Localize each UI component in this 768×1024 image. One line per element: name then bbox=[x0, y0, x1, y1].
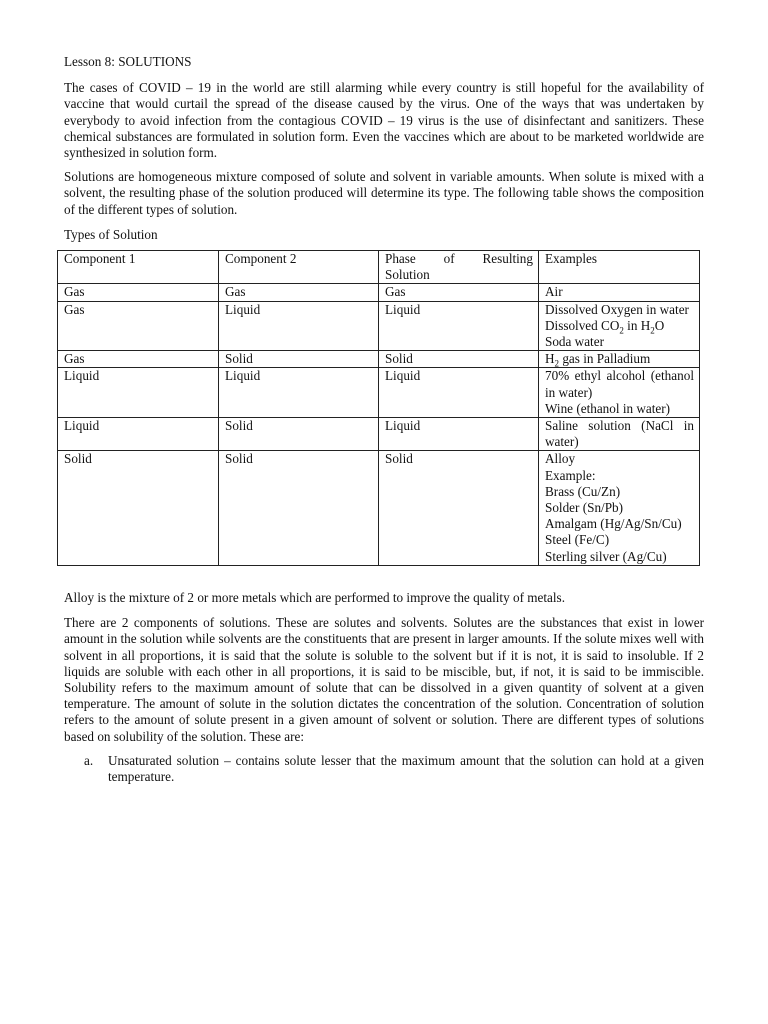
example-line: Saline solution (NaCl in water) bbox=[545, 418, 694, 450]
example-line: Sterling silver (Ag/Cu) bbox=[545, 548, 667, 564]
table-body bbox=[58, 284, 700, 565]
examples-cell bbox=[539, 368, 700, 418]
examples-cell bbox=[539, 351, 700, 368]
component-2-cell: Gas bbox=[219, 284, 379, 301]
lesson-title: Lesson 8: SOLUTIONS bbox=[64, 54, 192, 69]
example-line: $H_2$ gas in Palladium bbox=[545, 351, 651, 369]
example-line: Wine (ethanol in water) bbox=[545, 400, 671, 416]
intro-paragraph-solutions: Solutions are homogeneous mixture composed of solute and solvent in variable amounts. When solute is mixed with a solvent, the resulting phase of the solution produced will determine its type. The following table shows the composition of the different types of solution. bbox=[64, 169, 704, 217]
component-2-cell: Solid bbox=[219, 418, 379, 451]
component-1-cell: Gas bbox=[58, 351, 219, 368]
component-1-cell: Gas bbox=[58, 301, 219, 351]
intro-paragraph-covid: The cases of COVID – 19 in the world are still alarming while every country is still hopeful for the availability of vaccine that would curtail the spread of the disease caused by the virus. One of the ways that was undertaken by everybody to avoid infection from the contagious COVID – 19 virus is the use of disinfectant and sanitizers. These chemical substances are formulated in solution form. Even the vaccines which are about to be marketed worldwide are synthesized in solution form. bbox=[64, 80, 704, 161]
header-phase-line-2: Solution bbox=[385, 267, 430, 283]
header-phase bbox=[379, 251, 539, 284]
component-2-cell: Liquid bbox=[219, 301, 379, 351]
table-row bbox=[58, 284, 700, 301]
examples-cell bbox=[539, 284, 700, 301]
list-item-text: Unsaturated solution – contains solute lesser that the maximum amount that the solution can hold at a given temperature. bbox=[108, 752, 704, 784]
header-component-2: Component 2 bbox=[219, 251, 379, 284]
example-line: Dissolved Oxygen in water bbox=[545, 301, 689, 317]
table-caption: Types of Solution bbox=[64, 226, 158, 242]
example-line: 70% ethyl alcohol (ethanol in water) bbox=[545, 368, 694, 400]
table-row bbox=[58, 418, 700, 451]
example-line: Air bbox=[545, 284, 563, 300]
example-line: Amalgam (Hg/Ag/Sn/Cu) bbox=[545, 516, 682, 532]
solution-types-table bbox=[57, 250, 700, 566]
phase-cell: Liquid bbox=[379, 301, 539, 351]
table-row bbox=[58, 351, 700, 368]
list-item bbox=[64, 753, 704, 785]
alloy-note: Alloy is the mixture of 2 or more metals which are performed to improve the quality of metals. bbox=[64, 589, 565, 605]
table-row bbox=[58, 451, 700, 565]
phase-cell: Liquid bbox=[379, 418, 539, 451]
solubility-list bbox=[64, 753, 704, 785]
table-row bbox=[58, 301, 700, 351]
examples-cell bbox=[539, 451, 700, 565]
component-1-cell: Gas bbox=[58, 284, 219, 301]
example-line: Example: bbox=[545, 467, 596, 483]
component-2-cell: Solid bbox=[219, 451, 379, 565]
header-component-1: Component 1 bbox=[58, 251, 219, 284]
component-1-cell: Solid bbox=[58, 451, 219, 565]
phase-cell: Gas bbox=[379, 284, 539, 301]
component-2-cell: Solid bbox=[219, 351, 379, 368]
component-1-cell: Liquid bbox=[58, 418, 219, 451]
list-marker: a. bbox=[84, 752, 94, 768]
document-content bbox=[64, 54, 704, 785]
header-phase-line-1: Phase of Resulting bbox=[385, 251, 533, 267]
table-row bbox=[58, 368, 700, 418]
example-line: Brass (Cu/Zn) bbox=[545, 483, 621, 499]
example-line: Steel (Fe/C) bbox=[545, 532, 610, 548]
table-header-row bbox=[58, 251, 700, 284]
example-line: Soda water bbox=[545, 334, 604, 350]
examples-cell bbox=[539, 301, 700, 351]
example-line: Solder (Sn/Pb) bbox=[545, 500, 624, 516]
example-line: Alloy bbox=[545, 451, 576, 467]
component-1-cell: Liquid bbox=[58, 368, 219, 418]
component-2-cell: Liquid bbox=[219, 368, 379, 418]
header-examples: Examples bbox=[539, 251, 700, 284]
phase-cell: Solid bbox=[379, 351, 539, 368]
examples-cell bbox=[539, 418, 700, 451]
phase-cell: Liquid bbox=[379, 368, 539, 418]
phase-cell: Solid bbox=[379, 451, 539, 565]
components-paragraph: There are 2 components of solutions. These are solutes and solvents. Solutes are the substances that exist in lower amount in the solution while solvents are the constituents that are present in larger amounts. If the solute mixes well with solvent in all proportions, it is said that the solute is soluble to the solvent but if it is not, it is said to insoluble. If 2 liquids are soluble with each other in all proportions, it is said to be miscible, but, if not, it is said to be immiscible. Solubility refers to the maximum amount of solute that can be dissolved in a given quantity of solvent at a given temperature. The amount of solute in the solution dictates the concentration of the solution. Concentration of solution refers to the amount of solute present in a given amount of solvent or solution. There are different types of solutions based on solubility of the solution. These are: bbox=[64, 615, 704, 744]
example-line: Dissolved $CO_2$ in $H_2O$ bbox=[545, 317, 665, 336]
